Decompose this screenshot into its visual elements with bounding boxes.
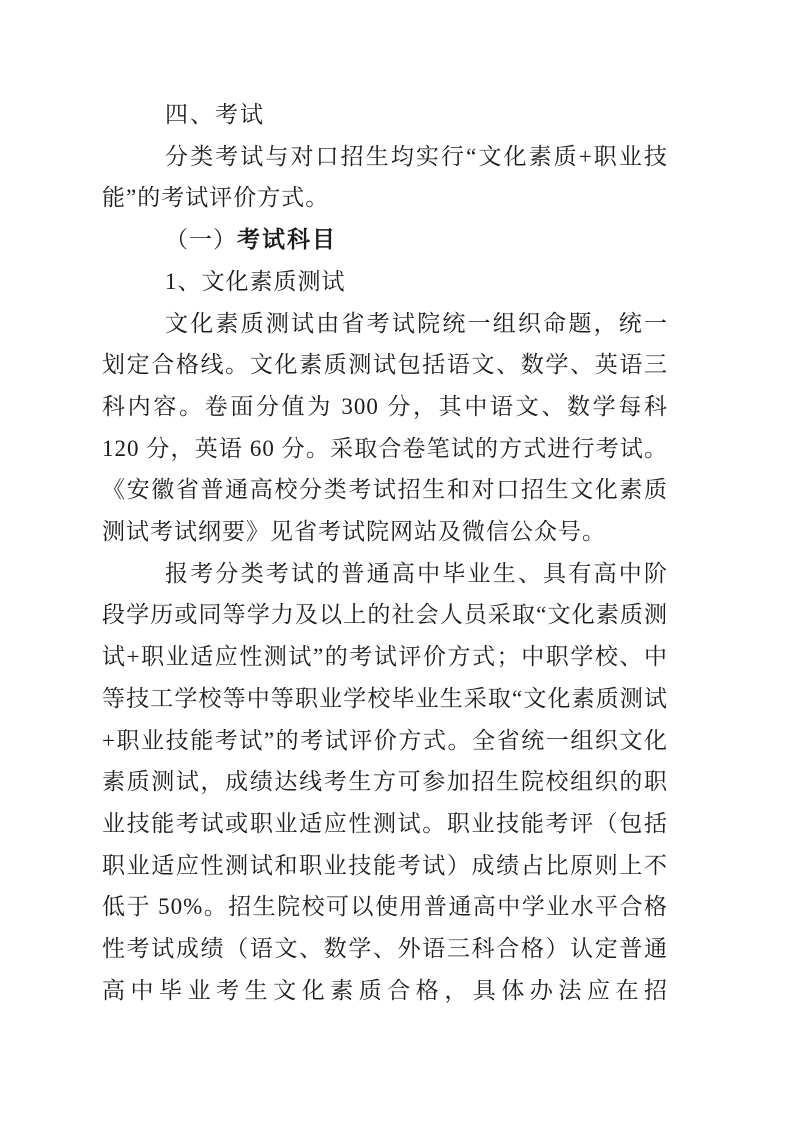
item-heading: 1、文化素质测试 [165,268,346,294]
intro-paragraph: 分类考试与对口招生均实行“文化素质+职业技能”的考试评价方式。 [102,143,668,211]
document-content [102,94,668,1011]
paragraph-culture-test: 文化素质测试由省考试院统一组织命题，统一划定合格线。文化素质测试包括语文、数学、英语三科内容。卷面分值为 300 分，其中语文、数学每科 120 分，英语 60 分。采取合卷笔试的方式进行考试。《安徽省普通高校分类考试招生和对口招生文化素质测试考试纲要》见省考试院网站及微信公众号。 [102,310,668,545]
subsection-heading-label: 考试科目 [237,226,337,253]
paragraph-evaluation-mode: 报考分类考试的普通高中毕业生、具有高中阶段学历或同等学力及以上的社会人员采取“文化素质测试+职业适应性测试”的考试评价方式；中职学校、中等技工学校等中等职业学校毕业生采取“文化素质测试+职业技能考试”的考试评价方式。全省统一组织文化素质测试，成绩达线考生方可参加招生院校组织的职业技能考试或职业适应性测试。职业技能考评（包括职业适应性测试和职业技能考试）成绩占比原则上不低于 50%。招生院校可以使用普通高中学业水平合格性考试成绩（语文、数学、外语三科合格）认定普通高中毕业考生文化素质合格，具体办法应在招 [102,560,668,1003]
subsection-heading-number: （一） [165,227,237,253]
subsection-heading [102,219,668,261]
section-heading: 四、考试 [165,101,265,127]
